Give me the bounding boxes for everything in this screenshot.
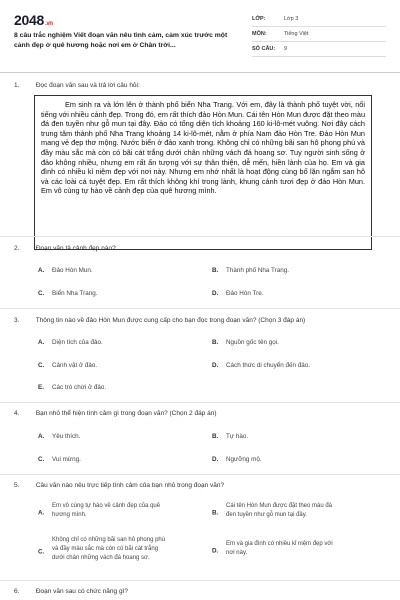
site-logo[interactable]: 2048.vn [14, 12, 53, 28]
question-text: Bạn nhỏ thể hiện tình cảm gì trong đoạn văn? (Chọn 2 đáp án) [35, 410, 217, 417]
question-5 [14, 482, 224, 489]
option-d[interactable]: D. Ngưỡng mộ. [212, 456, 262, 463]
question-divider [0, 474, 400, 475]
question-divider [0, 236, 400, 237]
option-c[interactable]: C. Cảnh vật ở đảo. [38, 362, 98, 369]
meta-key: SỐ CÂU: [252, 46, 276, 52]
option-c[interactable]: C. Vui mừng. [38, 456, 81, 463]
question-4 [14, 410, 217, 417]
meta-row-class [252, 12, 386, 27]
meta-value: Lớp 3 [284, 16, 299, 22]
header-divider [0, 72, 400, 73]
option-d[interactable]: D. Đảo Hòn Tre. [212, 290, 264, 297]
worksheet-title: 8 câu trắc nghiệm Viết đoạn văn nêu tình cảm, cảm xúc trước một cảnh đẹp ở quê hương hoặc nơi em ở Chân trời... [14, 32, 228, 49]
option-b[interactable]: B. Nguồn gốc tên gọi. [212, 339, 279, 346]
meta-value: Tiếng Việt [284, 31, 309, 37]
question-6 [14, 588, 128, 595]
worksheet-header [0, 0, 400, 72]
option-a[interactable]: A. Đảo Hòn Mun. [38, 267, 93, 274]
question-1 [14, 82, 140, 89]
question-3 [14, 317, 305, 324]
question-number: 1. [14, 82, 20, 89]
question-number: 4. [14, 410, 20, 417]
option-c[interactable]: C. Biển Nha Trang. [38, 290, 98, 297]
question-number: 3. [14, 317, 20, 324]
question-text: Câu văn nào nêu trực tiếp tình cảm của bạn nhỏ trong đoạn văn? [35, 482, 225, 489]
reading-passage: Em sinh ra và lớn lên ở thành phố biển Nha Trang. Với em, đây là thành phố tuyệt vời, nổi tiếng với nhiều cảnh đẹp. Trong đó, em rất thích đảo Hòn Mun. Cái tên Hòn Mun được đặt theo màu đá đen tuyền như gỗ mun tại đây. Đảo có tổng diện tích khoảng 160 ki-lô-mét vuông. Nơi đây cách trung tâm thành phố Nha Trang khoảng 14 ki-lô-mét, nằm ở phía Nam đảo Hòn Tre. Đảo Hòn Mun mang vẻ đẹp thơ mộng. Nước biển ở đảo xanh trong. Không chỉ có những bãi san hô phong phú và đầy màu sắc mà còn có bãi cát trắng dưới chân những vách đá hoang sơ. Tuy người sinh sống ở đảo không nhiều, nhưng em rất ấn tượng với sự thân thiện, dễ mến, hiền lành của họ. Em và gia đình có nhiều kỉ niệm đẹp với nơi này. Nhưng em nhớ nhất là hoạt động cùng bố lặn ngắm san hô và các loài cá tuyệt đẹp. Em rất thích không khí trong lành, khung cảnh tươi đẹp ở đảo Hòn Mun. Em vô cùng tự hào về cảnh đẹp của quê hương mình. [34, 95, 372, 250]
option-b[interactable]: B. Tự hào. [212, 433, 249, 440]
question-text: Thông tin nào về đảo Hòn Mun được cung cấp cho bạn đọc trong đoạn văn? (Chọn 3 đáp án) [35, 317, 306, 324]
question-divider [0, 308, 400, 309]
option-e[interactable]: E. Các trò chơi ở đảo. [38, 384, 107, 391]
question-number: 6. [14, 588, 20, 595]
meta-key: MÔN: [252, 31, 267, 37]
question-number: 2. [14, 245, 20, 252]
meta-value: 9 [284, 46, 288, 52]
question-text: Đoạn văn sau có chức năng gì? [35, 588, 128, 595]
meta-key: LỚP: [252, 16, 266, 22]
question-text: Đoạn văn tả cảnh đẹp nào? [35, 245, 116, 252]
question-number: 5. [14, 482, 20, 489]
meta-row-subject [252, 27, 386, 42]
option-b[interactable]: B. Cái tên Hòn Mun được đặt theo màu đá đen tuyền như gỗ mun tại đây. [212, 503, 333, 518]
question-divider [0, 580, 400, 581]
question-text: Đọc đoạn văn sau và trả lời câu hỏi: [35, 82, 140, 89]
option-b[interactable]: B. Thành phố Nha Trang. [212, 267, 290, 274]
option-d[interactable]: D. Em và gia đình có nhiều kỉ niệm đẹp với nơi này. [212, 541, 333, 556]
option-c[interactable]: C. Không chỉ có những bãi san hô phong phú và đầy màu sắc mà còn có bãi cát trắng dưới chân những vách đá hoang sơ. [38, 537, 166, 561]
option-a[interactable]: A. Diện tích của đảo. [38, 339, 103, 346]
option-d[interactable]: D. Cách thức di chuyển đến đảo. [212, 362, 311, 369]
option-a[interactable]: A. Em vô cùng tự hào về cảnh đẹp của quê hương mình. [38, 503, 161, 518]
question-2 [14, 245, 116, 252]
option-a[interactable]: A. Yêu thích. [38, 433, 81, 440]
question-divider [0, 402, 400, 403]
meta-row-count [252, 42, 386, 57]
worksheet-meta [252, 12, 386, 57]
